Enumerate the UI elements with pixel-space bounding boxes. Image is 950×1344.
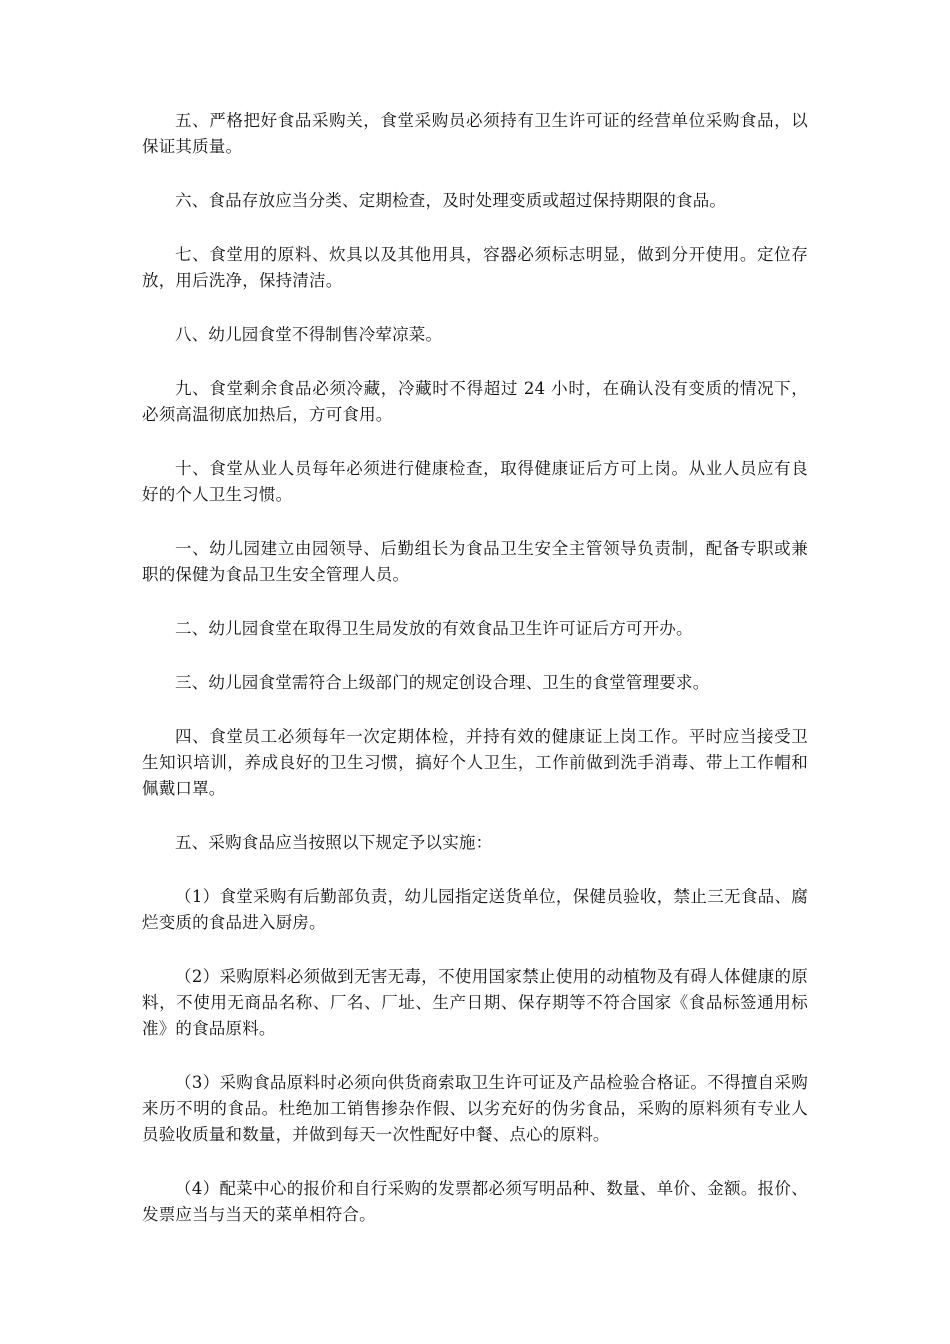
paragraph-rule-2: （2）采购原料必须做到无害无毒，不使用国家禁止使用的动植物及有碍人体健康的原料，不使用无商品名称、厂名、厂址、生产日期、保存期等不符合国家《食品标签通用标准》的食品原料。 bbox=[142, 967, 808, 1038]
paragraph-rule-4: （4）配菜中心的报价和自行采购的发票都必须写明品种、数量、单价、金额。报价、发票应当与当天的菜单相符合。 bbox=[142, 1179, 808, 1224]
paragraph-10-health-checks: 十、食堂从业人员每年必须进行健康检查，取得健康证后方可上岗。从业人员应有良好的个人卫生习惯。 bbox=[142, 459, 808, 504]
paragraph-rule-3: （3）采购食品原料时必须向供货商索取卫生许可证及产品检验合格证。不得擅自采购来历不明的食品。杜绝加工销售掺杂作假、以劣充好的伪劣食品，采购的原料须有专业人员验收质量和数量，并做到每天一次性配好中餐、点心的原料。 bbox=[142, 1073, 808, 1144]
paragraph-7-utensils: 七、食堂用的原料、炊具以及其他用具，容器必须标志明显，做到分开使用。定位存放，用后洗净，保持清洁。 bbox=[142, 245, 808, 290]
paragraph-2-license: 二、幼儿园食堂在取得卫生局发放的有效食品卫生许可证后方可开办。 bbox=[175, 619, 693, 638]
paragraph-5-purchase-control: 五、严格把好食品采购关，食堂采购员必须持有卫生许可证的经营单位采购食品，以保证其质量。 bbox=[142, 111, 808, 156]
paragraph-1-responsibility: 一、幼儿园建立由园领导、后勤组长为食品卫生安全主管领导负责制，配备专职或兼职的保健为食品卫生安全管理人员。 bbox=[142, 539, 808, 584]
paragraph-9-leftovers: 九、食堂剩余食品必须冷藏，冷藏时不得超过 24 小时，在确认没有变质的情况下，必须高温彻底加热后，方可食用。 bbox=[142, 379, 808, 424]
paragraph-8-cold-dishes: 八、幼儿园食堂不得制售冷荤凉菜。 bbox=[175, 325, 443, 344]
paragraph-4-staff-hygiene: 四、食堂员工必须每年一次定期体检，并持有效的健康证上岗工作。平时应当接受卫生知识培训，养成良好的卫生习惯，搞好个人卫生，工作前做到洗手消毒、带上工作帽和佩戴口罩。 bbox=[142, 727, 808, 798]
paragraph-6-food-storage: 六、食品存放应当分类、定期检查，及时处理变质或超过保持期限的食品。 bbox=[175, 191, 727, 210]
document-body bbox=[142, 108, 808, 1256]
paragraph-rule-1: （1）食堂采购有后勤部负责，幼儿园指定送货单位，保健员验收，禁止三无食品、腐烂变质的食品进入厨房。 bbox=[142, 887, 808, 932]
paragraph-5-purchase-rules: 五、采购食品应当按照以下规定予以实施： bbox=[175, 833, 493, 852]
paragraph-3-requirements: 三、幼儿园食堂需符合上级部门的规定创设合理、卫生的食堂管理要求。 bbox=[175, 673, 710, 692]
